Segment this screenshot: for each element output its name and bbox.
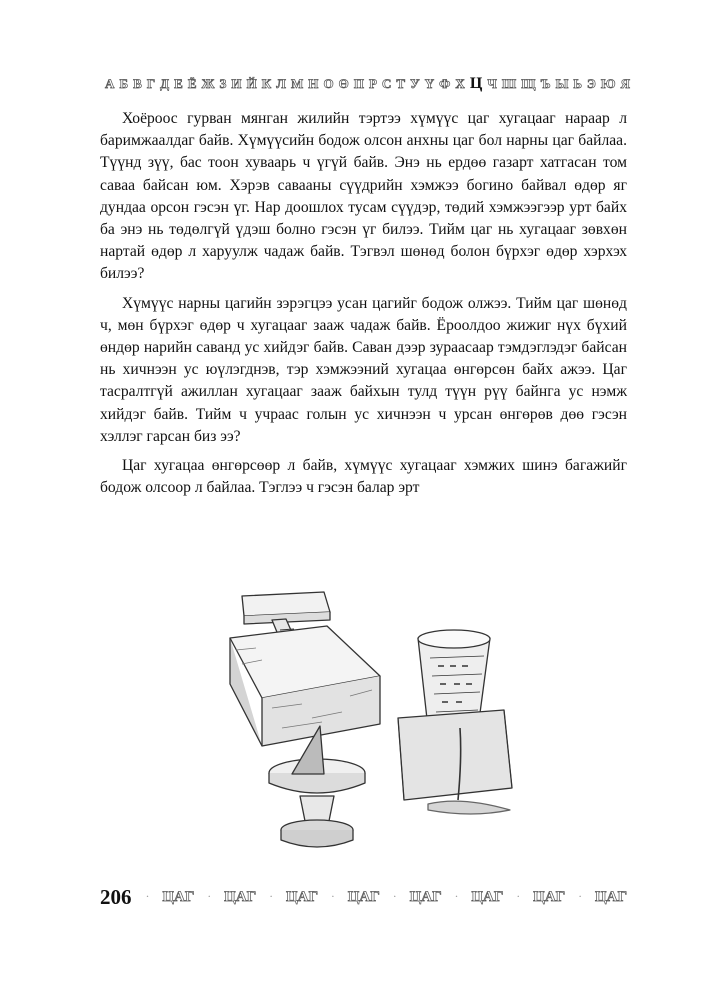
running-title: ЦАГ [409, 888, 442, 905]
paragraph-3: Цаг хугацаа өнгөрсөөр л байв, хүмүүс хугацааг хэмжих шинэ багажийг бодож олсоор л байлаа. Тэглээ ч гэсэн балар эрт [100, 457, 627, 497]
alphabet-letter: О [323, 76, 334, 91]
separator-dot: · [578, 888, 583, 903]
running-title: ЦАГ [224, 888, 257, 905]
alphabet-letter: Я [620, 76, 630, 91]
alphabet-letter: Ь [573, 76, 582, 91]
alphabet-letter: С [381, 76, 392, 91]
separator-dot: · [145, 888, 150, 903]
running-title: ЦАГ [285, 888, 319, 905]
alphabet-letter: К [261, 76, 272, 91]
paragraph-2: Хүмүүс нарны цагийн зэрэгцээ усан цагийг бодож олжээ. Тийм цаг шөнөд ч, мөн бүрхэг өдөр ч хугацааг зааж чадаж байв. Ёроолдоо жижиг нүх бүхий өндөр нарийн саванд ус хийдэг байв. Саван дээр зураасаар тэмдэглэдэг байсан нь хичнээн ус юүлэгднэв, тэр хэмжээний хугацаа өнгөрсөн байх ажээ. Цаг тасралтгүй ажиллан хугацааг зааж байхын тулд түүн рүү байнга ус нэмж хийдэг байв. Тийм ч учраас голын ус хичнээн ч урсан өнгөрөв дөө гэсэн хэллэг гарсан биз ээ? [100, 294, 627, 445]
paragraph-1: Хоёроос гурван мянган жилийн тэртээ хүмүүс цаг хугацааг нараар л баримжаалдаг байв. Хүмүүсийн бодож олсон анхны цаг бол нарны цаг байлаа. Түүнд зүү, бас тоон хуваарь ч үгүй байв. Энэ нь ердөө газарт хатгасан том саваа байсан юм. Хэрэв савааны сүүдрийн хэмжээ богино байвал өдөр яг дундаа орсон гэсэн үг. Нар доошлох тусам сүүдэр, төдий хэмжээгээр урт байх ба энэ нь төдөлгүй үдэш болно гэсэн үг билээ. Тийм цаг нь хугацааг зөвхөн нартай өдөр л харуулж чадаж байв. Тэгвэл шөнөд болон бүрхэг өдөр хэрхэх билээ? [100, 110, 627, 283]
alphabet-letter: Ч [487, 76, 497, 91]
alphabet-letter: У [410, 76, 420, 91]
alphabet-letter: Л [276, 76, 286, 91]
separator-dot: · [516, 888, 521, 903]
alphabet-letter: И [231, 76, 242, 91]
alphabet-letter: Э [587, 76, 596, 91]
alphabet-letter-current: Ц [469, 75, 483, 92]
body-text [100, 108, 627, 506]
alphabet-letter: Ё [187, 76, 197, 91]
alphabet-letter: Р [368, 76, 377, 91]
alphabet-letter: Г [146, 76, 156, 91]
alphabet-letter: Ы [555, 76, 569, 91]
alphabet-letter: Ф [439, 76, 451, 91]
running-title: ЦАГ [471, 888, 504, 905]
alphabet-letter: М [290, 76, 304, 91]
alphabet-letter: П [353, 76, 364, 91]
running-title: ЦАГ [347, 888, 380, 905]
alphabet-letter: Ү [424, 76, 435, 91]
separator-dot: · [454, 888, 459, 903]
alphabet-letter: Т [396, 76, 406, 91]
footer [100, 882, 627, 912]
separator-dot: · [207, 888, 212, 903]
separator-dot: · [269, 888, 274, 903]
alphabet-letter: Й [246, 76, 257, 91]
alphabet-letter: Ш [501, 76, 517, 91]
alphabet-letter: Ъ [540, 76, 551, 91]
running-title: ЦАГ [533, 888, 566, 905]
alphabet-letter: А [105, 76, 115, 91]
alphabet-letter: Ж [201, 76, 215, 91]
alphabet-letter: Д [160, 76, 170, 91]
running-title: ЦАГ [162, 888, 195, 905]
page-number: 206 [100, 884, 132, 909]
sundial-waterclock-illustration [222, 578, 522, 858]
alphabet-letter: Щ [521, 76, 536, 91]
separator-dot: · [392, 888, 397, 903]
alphabet-letter: Б [119, 76, 129, 91]
alphabet-letter: Х [455, 76, 465, 91]
running-title-strip [146, 889, 628, 906]
separator-dot: · [330, 888, 335, 903]
alphabet-letter: Е [174, 76, 183, 91]
alphabet-letter: В [133, 76, 142, 91]
alphabet-header [105, 76, 630, 92]
alphabet-letter: Ю [600, 76, 616, 91]
running-title: ЦАГ [594, 888, 627, 905]
alphabet-letter: Ө [338, 76, 349, 91]
alphabet-letter: Н [308, 76, 319, 91]
alphabet-letter: З [219, 76, 227, 91]
